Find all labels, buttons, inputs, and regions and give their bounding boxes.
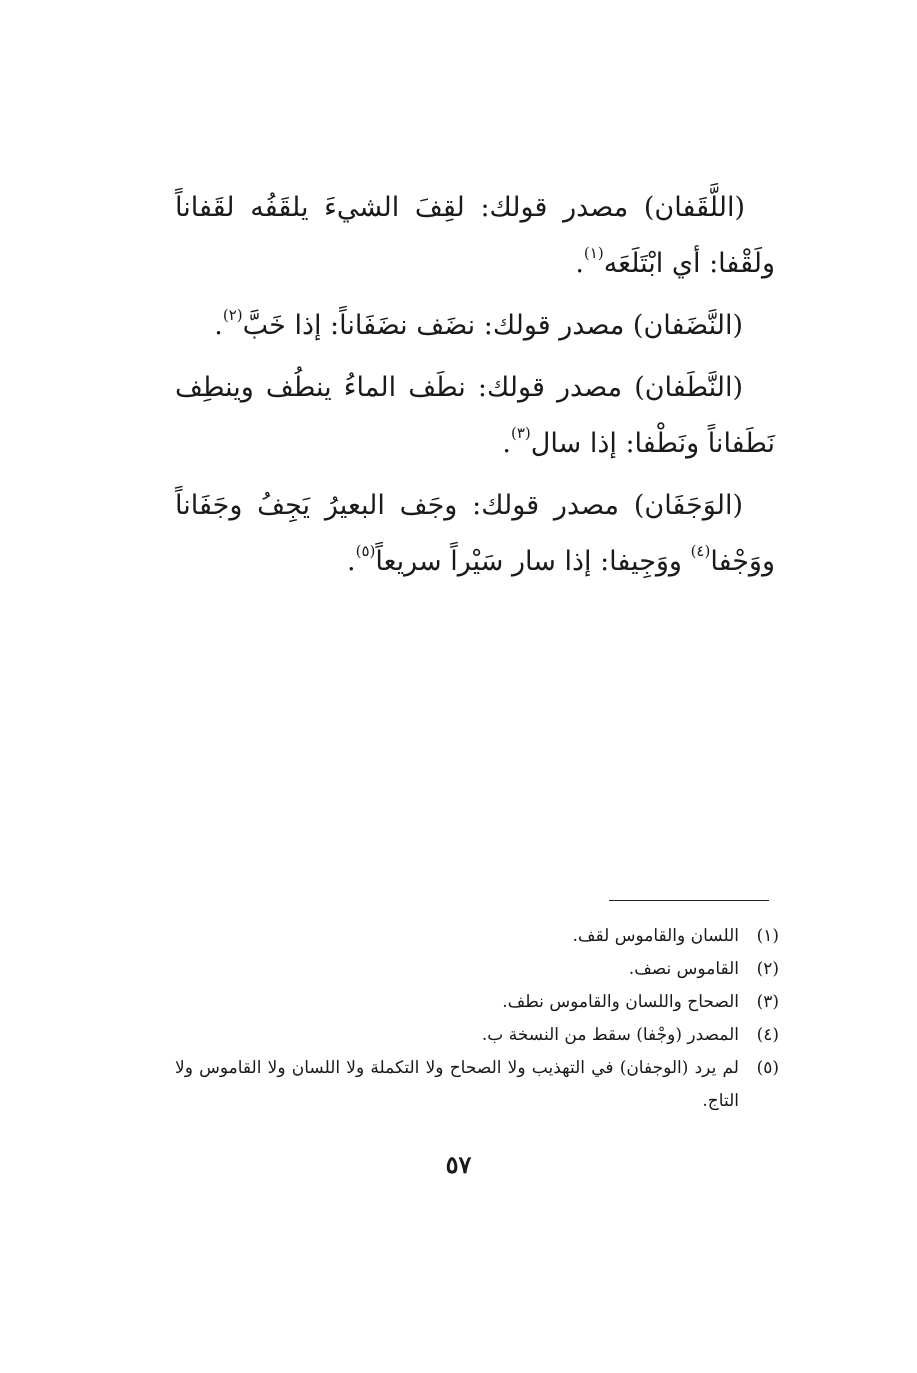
paragraph-laqafan [175, 180, 775, 292]
footnote-ref-4[interactable]: (٤) [690, 542, 711, 560]
footnote-item [175, 1052, 779, 1118]
paragraph-end: . [502, 428, 511, 459]
footnote-text: لم يرد (الوجفان) في التهذيب ولا الصحاح ولا التكملة ولا اللسان ولا القاموس ولا التاج. [175, 1058, 739, 1111]
footnote-item [175, 953, 779, 986]
paragraph-text: (النَّطَفان) مصدر قولك: نطَف الماءُ ينطُف وينطِف نَطَفاناً ونَطْفا: إذا سال [175, 372, 775, 459]
footnote-text: اللسان والقاموس لقف. [572, 926, 739, 946]
footnote-number: (٢) [756, 959, 779, 979]
paragraph-wajafan [175, 478, 775, 590]
paragraph-natafan [175, 360, 775, 472]
footnote-item [175, 1019, 779, 1052]
footnote-divider [609, 900, 769, 901]
footnote-number: (٥) [756, 1058, 779, 1078]
footnote-text: المصدر (وجْفا) سقط من النسخة ب. [481, 1025, 739, 1045]
footnote-item [175, 986, 779, 1019]
main-text [175, 180, 775, 596]
paragraph-end: . [347, 546, 356, 577]
footnote-number: (٣) [756, 992, 779, 1012]
page-number: ٥٧ [445, 1150, 472, 1179]
footnote-number: (٤) [756, 1025, 779, 1045]
footnote-ref-1[interactable]: (١) [583, 244, 604, 262]
footnotes [175, 920, 779, 1118]
paragraph-nadafan [175, 298, 775, 354]
paragraph-end: . [575, 248, 584, 279]
footnote-text: الصحاح واللسان والقاموس نطف. [502, 992, 739, 1012]
footnote-text: القاموس نصف. [628, 959, 739, 979]
paragraph-text: (الوَجَفَان) مصدر قولك: وجَف البعيرُ يَجِفُ وجَفَاناً ووَجْفا [175, 490, 775, 577]
paragraph-text: (النَّضَفان) مصدر قولك: نضَف نضَفَاناً: إذا خَبَّ [242, 310, 743, 341]
paragraph-text: (اللَّقَفان) مصدر قولك: لقِفَ الشيءَ يلقَفُه لقَفاناً ولَقْفا: أي ابْتَلَعَه [175, 192, 775, 279]
footnote-ref-2[interactable]: (٢) [222, 306, 243, 324]
paragraph-text-continued: ووَجِيفا: إذا سار سَيْراً سريعاً [375, 546, 691, 577]
footnote-item [175, 920, 779, 953]
footnote-ref-3[interactable]: (٣) [511, 424, 531, 442]
paragraph-end: . [214, 310, 223, 341]
footnote-number: (١) [756, 926, 779, 946]
footnote-ref-5[interactable]: (٥) [355, 542, 376, 560]
